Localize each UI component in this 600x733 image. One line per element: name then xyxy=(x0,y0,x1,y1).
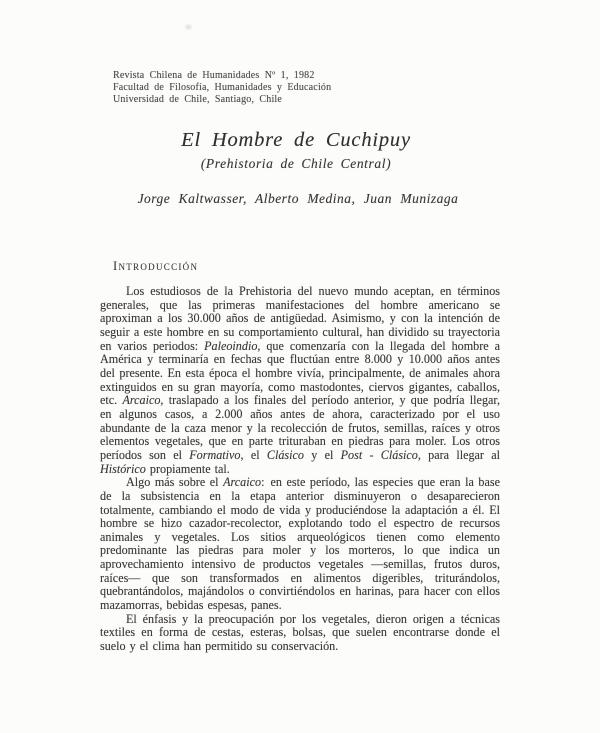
publication-info xyxy=(113,70,331,106)
text-run: , el xyxy=(240,447,267,462)
text-run-italic: Clásico xyxy=(266,447,304,462)
text-run: , que comenzaría con la llegada del hombre a América y terminaría en fechas que fluctúan entre 8.000 y 10.000 años antes del presente. En esta época el hombre vivía, principalmente, de animales ahora extinguidos en su gran mayoría, como mastodontes, ciervos gigantes, caballos, etc. xyxy=(100,338,500,408)
paragraph-2 xyxy=(100,476,500,613)
authors-line: Jorge Kaltwasser, Alberto Medina, Juan Munizaga xyxy=(137,191,459,206)
journal-line: Revista Chilena de Humanidades Nº 1, 1982 xyxy=(113,70,315,81)
text-run-italic: Formativo xyxy=(189,447,241,462)
text-run-italic: Arcaico xyxy=(122,393,161,408)
paragraph-1 xyxy=(100,285,500,476)
faculty-line: Facultad de Filosofía, Humanidades y Educación xyxy=(113,82,332,93)
text-run-italic: Histórico xyxy=(100,461,146,476)
text-run-italic: Paleoindio xyxy=(204,338,258,353)
text-run: , traslapado a los finales del período anterior, y que podría llegar, en algunos casos, a 2.000 años antes de ahora, caracterizado por el uso abundante de la caza menor y la recolección de frutos, semillas, raíces y otros elementos vegetales, que en parte trituraban en piedras para moler. Los otros períodos son el xyxy=(100,393,500,462)
article-title: El Hombre de Cuchipuy xyxy=(181,129,411,151)
text-run: Algo más sobre el xyxy=(126,475,224,490)
text-run: El énfasis y la preocupación por los vegetales, dieron origen a técnicas textiles en forma de cestas, esteras, bolsas, que suelen encontrarse donde el suelo y el clima han permitido su conservación. xyxy=(100,611,500,654)
scan-artifact-speck xyxy=(186,25,191,29)
paragraph-3 xyxy=(100,613,500,654)
text-run-italic: Post - Clásico xyxy=(340,447,418,462)
article-body xyxy=(100,285,500,654)
section-heading-introduccion: Introducción xyxy=(113,259,199,273)
text-run: , para llegar al xyxy=(417,447,501,462)
text-run-italic: Arcaico xyxy=(223,475,262,490)
article-subtitle: (Prehistoria de Chile Central) xyxy=(200,156,392,171)
text-run: Los estudiosos de la Prehistoria del nuevo mundo aceptan, en términos generales, que las primeras manifestaciones del hombre americano se aproximan a los 30.000 años de antigüedad. Asimismo, y con la intención de seguir a este hombre en su comportamiento cultural, han dividido su trayectoria en varios periodos: xyxy=(100,284,500,353)
text-run: y el xyxy=(303,447,341,462)
university-line: Universidad de Chile, Santiago, Chile xyxy=(113,94,283,105)
text-run: : en este período, las especies que eran la base de la subsistencia en la etapa anterior disminuyeron o desaparecieron totalmente, cambiando el modo de vida y produciéndose la adaptación a él. El hombre se hizo cazador-recolector, explotando todo el espectro de recursos animales y vegetales. Los sitios arqueológicos tienen como elemento predominante las piedras para moler y los morteros, lo que indica un aprovechamiento intensivo de productos vegetales —semillas, frutos duros, raíces— que son transformados en alimentos digeribles, triturándolos, quebrantándolos, majándolos o convirtiéndolos en harinas, para hacer con ellos mazamorras, bebidas espesas, panes. xyxy=(100,475,500,613)
text-run: propiamente tal. xyxy=(145,461,230,476)
